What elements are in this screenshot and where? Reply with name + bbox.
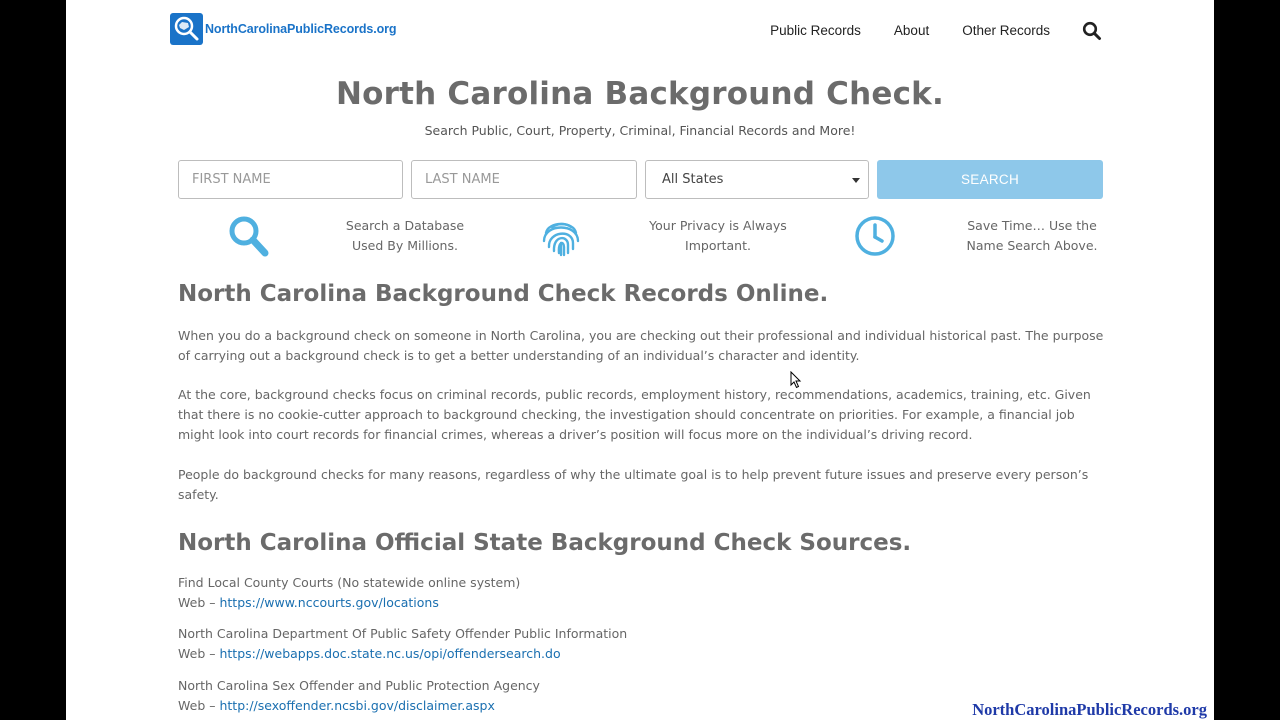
paragraph-intro-line1: When you do a background check on someone in North Carolina, you are checking out their professional and individual historical past. The purpose <box>178 328 1104 343</box>
source-web-label: Web – <box>178 646 216 661</box>
feature-privacy-line2: Important. <box>685 238 751 253</box>
section-heading-records-online: North Carolina Background Check Records Online. <box>178 281 829 307</box>
source-link-sex-offender[interactable]: http://sexoffender.ncsbi.gov/disclaimer.aspx <box>219 698 495 713</box>
feature-privacy <box>638 216 798 256</box>
search-icon[interactable] <box>1082 21 1102 41</box>
source-item <box>178 676 540 716</box>
source-web-label: Web – <box>178 595 216 610</box>
last-name-input[interactable]: LAST NAME <box>411 160 637 199</box>
paragraph-reasons <box>178 465 1108 505</box>
source-web-line <box>178 644 627 664</box>
page <box>66 0 1214 720</box>
source-link-nccourts[interactable]: https://www.nccourts.gov/locations <box>219 595 439 610</box>
search-button[interactable]: SEARCH <box>877 160 1103 199</box>
source-name: Find Local County Courts (No statewide online system) <box>178 575 521 590</box>
source-web-line <box>178 593 520 613</box>
source-web-label: Web – <box>178 698 216 713</box>
source-item <box>178 624 627 664</box>
source-link-offender-search[interactable]: https://webapps.doc.state.nc.us/opi/offendersearch.do <box>219 646 561 661</box>
page-subtitle: Search Public, Court, Property, Criminal, Financial Records and More! <box>424 123 856 138</box>
state-select-value: All States <box>662 172 724 187</box>
source-web-line <box>178 696 540 716</box>
source-item <box>178 573 520 613</box>
feature-save-time <box>952 216 1112 256</box>
site-logo[interactable] <box>170 13 396 45</box>
video-watermark: NorthCarolinaPublicRecords.org <box>972 700 1207 719</box>
nav-about[interactable]: About <box>893 22 930 38</box>
nav-public-records[interactable]: Public Records <box>770 22 861 38</box>
logo-text: NorthCarolinaPublicRecords.org <box>205 22 397 36</box>
feature-privacy-line1: Your Privacy is Always <box>649 218 787 233</box>
feature-database-line2: Used By Millions. <box>352 238 458 253</box>
main-nav <box>737 20 1102 40</box>
clock-icon <box>852 213 898 259</box>
nav-other-records[interactable]: Other Records <box>962 22 1050 38</box>
feature-save-time-line1: Save Time… Use the <box>967 218 1097 233</box>
magnifier-icon <box>226 213 272 259</box>
source-name: North Carolina Department Of Public Safety Offender Public Information <box>178 626 628 641</box>
page-title: North Carolina Background Check. <box>336 76 944 112</box>
feature-database-line1: Search a Database <box>345 218 465 233</box>
feature-save-time-line2: Name Search Above. <box>966 238 1098 253</box>
state-select[interactable] <box>645 160 869 199</box>
paragraph-intro-line2: of carrying out a background check is to get a better understanding of an individual’s character and identity. <box>178 348 860 363</box>
source-name: North Carolina Sex Offender and Public Protection Agency <box>178 678 540 693</box>
logo-magnifier-icon <box>170 13 203 45</box>
paragraph-intro <box>178 326 1108 366</box>
paragraph-core-line3: might look into court records for financial crimes, whereas a driver’s position will focus more on the individual’s driving record. <box>178 427 973 442</box>
paragraph-core-line1: At the core, background checks focus on criminal records, public records, employment history, recommendations, academics, training, etc. Given <box>178 387 1091 402</box>
paragraph-reasons-line2: safety. <box>178 487 219 502</box>
paragraph-reasons-line1: People do background checks for many reasons, regardless of why the ultimate goal is to help prevent future issues and preserve every person’s <box>178 467 1089 482</box>
fingerprint-icon <box>538 213 584 259</box>
first-name-input[interactable]: FIRST NAME <box>178 160 403 199</box>
mouse-cursor-icon <box>790 371 802 393</box>
feature-database <box>325 216 485 256</box>
section-heading-official-sources: North Carolina Official State Background Check Sources. <box>178 530 912 556</box>
paragraph-core-line2: that there is no cookie-cutter approach to background checking, the investigation should concentrate on priorities. For example, a financial job <box>178 407 1075 422</box>
paragraph-core <box>178 385 1108 445</box>
caret-down-icon <box>852 178 860 183</box>
